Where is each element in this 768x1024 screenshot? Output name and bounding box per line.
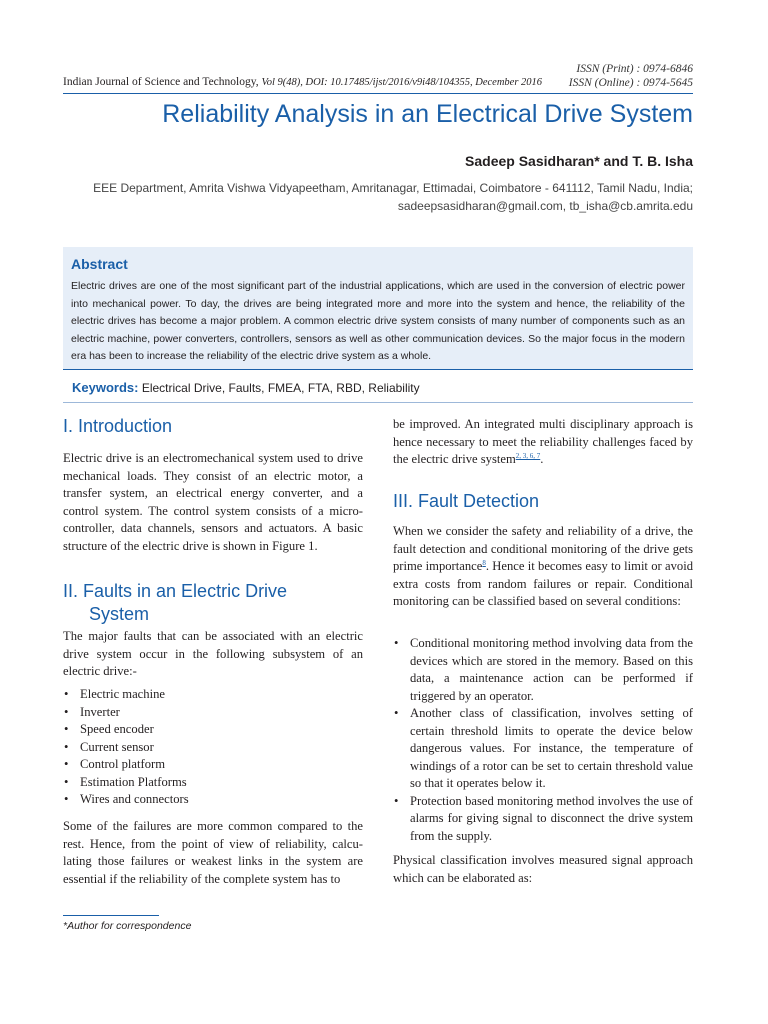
fd-text-b: . Hence it becomes easy to limit or avoid extra costs from random failures or repair. Conditional monitoring can be classified based on several conditions:: [393, 559, 693, 608]
abstract-box: [63, 247, 693, 369]
journal-meta: Vol 9(48), DOI: 10.17485/ijst/2016/v9i48/104355, December 2016: [261, 77, 543, 88]
keywords-label: Keywords:: [72, 380, 139, 395]
monitoring-methods-list: [393, 635, 693, 845]
continued-tail: .: [540, 452, 544, 466]
reference-link[interactable]: 2, 3, 6, 7: [515, 451, 541, 460]
keywords: [72, 380, 420, 395]
list-item: • Another class of classification, involves setting of certain threshold limits to operate the device below dangerous values. For instance, the temperature of windings of a rotor can be set to certain threshold value so that it operates below it.: [393, 705, 693, 793]
list-item: • Current sensor: [63, 739, 189, 757]
abstract-rule: [63, 369, 693, 370]
affiliation-emails: sadeepsasidharan@gmail.com, tb_isha@cb.amrita.edu: [397, 199, 693, 213]
faults-paragraph-1: The major faults that can be associated with an electric drive system occur in the following subsystem of an electric drive:-: [63, 629, 363, 678]
affiliation-line1: EEE Department, Amrita Vishwa Vidyapeetham, Amritanagar, Ettimadai, Coimbatore - 641112, Tamil Nadu, India;: [93, 181, 693, 195]
faults-list: [63, 686, 189, 809]
affiliation: [53, 179, 693, 215]
list-item: • Inverter: [63, 704, 189, 722]
list-item: • Wires and connectors: [63, 791, 189, 809]
journal-citation: [63, 76, 542, 88]
intro-paragraph: Electric drive is an electromechanical system used to drive mechanical loads. They consist of an electric motor, a transfer system, an electrical energy converter, and a control system. The control system consists of a micro-controller, data channels, sensors and actuators. A basic structure of the electric drive is shown in Figure 1.: [63, 451, 363, 553]
abstract-text: Electric drives are one of the most significant part of the industrial applications, which are used in the conversion of electric power into mechanical power. To day, the drives are being integrated more and more into the system and hence, the reliability of the electric drives has become a major problem. A common electric drive system consists of many number of components such as an electric machine, power converters, controllers, sensors as well as other communication devices. So the major focus in the modern era has been to increase the reliability of the electric drive system as a whole.: [71, 280, 685, 363]
continued-text: be improved. An integrated multi disciplinary approach is hence necessary to meet the reliability challenges faced by the electric drive system: [393, 417, 693, 466]
continued-paragraph: [393, 416, 693, 469]
fd-text-a: When we consider the safety and reliability of a drive, the fault detection and conditional monitoring of the drive gets prime importance: [393, 524, 693, 573]
paper-title: Reliability Analysis in an Electrical Drive System: [162, 100, 693, 128]
footnote-rule: [63, 915, 159, 916]
header-rule: [63, 93, 693, 94]
list-item: • Estimation Platforms: [63, 774, 189, 792]
issn-online: ISSN (Online) : 0974-5645: [568, 77, 693, 89]
list-item: • Conditional monitoring method involving data from the devices which are stored in the memory. Based on this data, a maintenance action can be performed if triggered by an operator.: [393, 635, 693, 705]
section-heading-fault-detection: III. Fault Detection: [393, 491, 540, 511]
list-item: • Speed encoder: [63, 721, 189, 739]
faults-paragraph-2: Some of the failures are more common compared to the rest. Hence, from the point of view of reliability, calcu-lating those failures or weakest links in the system are essential if the reliability of the complete system has to: [63, 819, 363, 886]
abstract-heading: Abstract: [71, 256, 128, 272]
footnote: *Author for correspondence: [63, 920, 192, 932]
fault-detection-paragraph-2: Physical classification involves measured signal approach which can be elaborated as:: [393, 853, 693, 885]
list-item: • Electric machine: [63, 686, 189, 704]
keywords-text: Electrical Drive, Faults, FMEA, FTA, RBD, Reliability: [141, 381, 420, 395]
list-item: • Protection based monitoring method involves the use of alarms for giving signal to disconnect the drive system from the supply.: [393, 793, 693, 846]
fault-detection-paragraph-1: [393, 523, 693, 611]
reference-link[interactable]: 8: [482, 558, 486, 567]
faults-heading-line2: System: [89, 604, 150, 624]
keywords-rule: [63, 402, 693, 403]
list-item: • Control platform: [63, 756, 189, 774]
faults-heading-line1: II. Faults in an Electric Drive: [63, 581, 288, 601]
issn-print: ISSN (Print) : 0974-6846: [576, 63, 693, 75]
section-heading-introduction: I. Introduction: [63, 416, 173, 436]
authors: Sadeep Sasidharan* and T. B. Isha: [465, 153, 693, 169]
journal-name: Indian Journal of Science and Technology,: [63, 76, 259, 88]
section-heading-faults: [63, 580, 287, 626]
